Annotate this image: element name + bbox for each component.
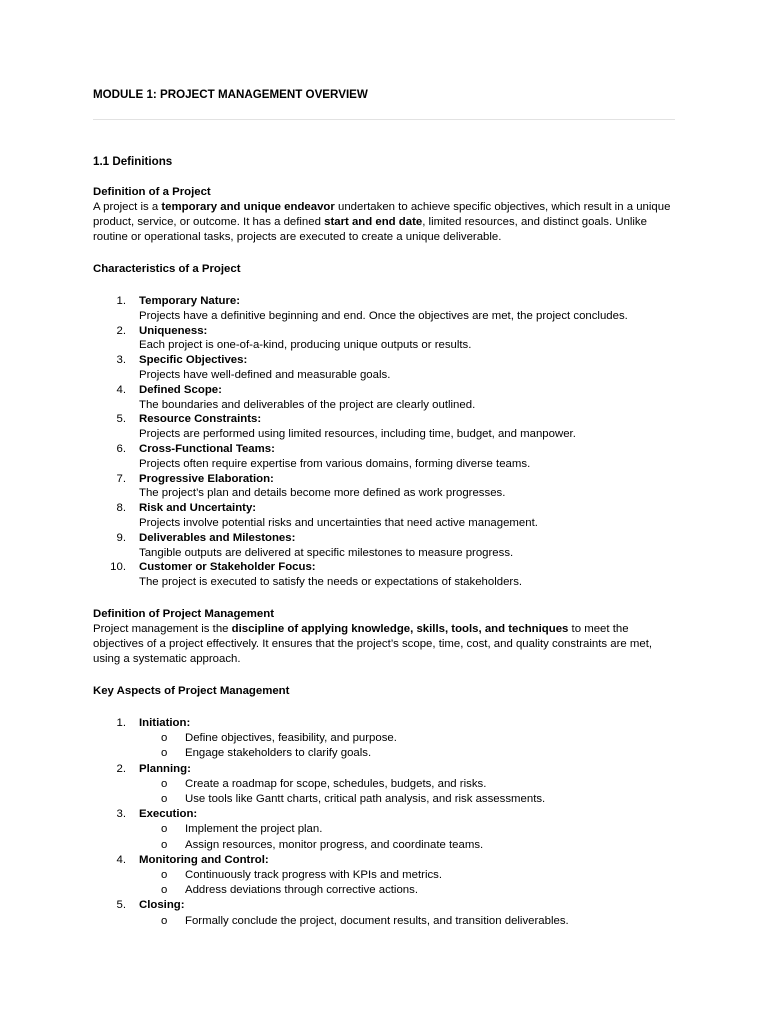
sub-item <box>139 868 675 883</box>
characteristics-list <box>93 294 675 590</box>
sub-list <box>139 914 675 929</box>
characteristic-item <box>93 472 675 502</box>
bullet-circle-icon: o <box>161 823 168 836</box>
bold-text: discipline of applying knowledge, skills, tools, and techniques <box>231 623 569 635</box>
key-aspect-title: Planning: <box>139 762 191 775</box>
list-number: 2. <box>116 762 126 775</box>
sub-list <box>139 777 675 807</box>
characteristic-item <box>93 383 675 413</box>
sub-list <box>139 731 675 761</box>
characteristic-title: Customer or Stakeholder Focus: <box>139 561 316 574</box>
bold-text: start and end date <box>324 216 423 228</box>
list-number: 1. <box>116 295 126 307</box>
characteristic-item <box>93 442 675 472</box>
characteristic-description: The project’s plan and details become more defined as work progresses. <box>139 487 506 500</box>
bullet-circle-icon: o <box>161 838 168 851</box>
key-aspect-item <box>93 853 675 899</box>
sub-item <box>139 914 675 929</box>
key-aspect-title: Closing: <box>139 899 185 912</box>
list-number: 4. <box>116 853 126 866</box>
sub-item-text: Use tools like Gantt charts, critical path analysis, and risk assessments. <box>185 793 546 806</box>
key-aspect-item <box>93 807 675 853</box>
key-aspect-item <box>93 716 675 762</box>
sub-item-text: Engage stakeholders to clarify goals. <box>185 747 372 760</box>
sub-item-text: Create a roadmap for scope, schedules, budgets, and risks. <box>185 777 487 790</box>
list-number: 9. <box>116 531 126 544</box>
pm-definition-heading: Definition of Project Management <box>93 608 274 620</box>
pm-definition-section <box>93 607 675 667</box>
sub-item-text: Implement the project plan. <box>185 823 323 836</box>
characteristic-item <box>93 560 675 590</box>
list-number: 5. <box>116 899 126 912</box>
characteristic-item <box>93 501 675 531</box>
bullet-circle-icon: o <box>161 793 168 806</box>
text: Project management is the <box>93 623 232 635</box>
key-aspect-title: Execution: <box>139 808 198 821</box>
list-number: 10. <box>110 561 126 574</box>
list-number: 5. <box>116 413 126 426</box>
list-number: 8. <box>116 502 126 515</box>
characteristic-title: Resource Constraints: <box>139 413 262 426</box>
bullet-circle-icon: o <box>161 884 168 897</box>
text: to meet the objectives of a project effectively. It ensures that the project’s scope, time, cost, and quality constraints are met, using a systematic approach. <box>93 623 653 665</box>
characteristic-item <box>93 353 675 383</box>
key-aspects-list <box>93 716 675 929</box>
sub-item <box>139 792 675 807</box>
characteristic-description: The boundaries and deliverables of the project are clearly outlined. <box>139 398 476 411</box>
project-definition-heading: Definition of a Project <box>93 186 211 198</box>
characteristic-title: Deliverables and Milestones: <box>139 531 296 544</box>
bold-text: temporary and unique endeavor <box>161 201 335 213</box>
sub-list <box>139 868 675 898</box>
key-aspects-section <box>93 684 675 699</box>
sub-item <box>139 777 675 792</box>
key-aspect-title: Initiation: <box>139 717 191 729</box>
bullet-circle-icon: o <box>161 869 168 882</box>
list-number: 3. <box>116 354 126 367</box>
characteristic-description: Projects involve potential risks and uncertainties that need active management. <box>139 516 538 529</box>
characteristic-description: Projects often require expertise from various domains, forming diverse teams. <box>139 457 531 470</box>
sub-item <box>139 883 675 898</box>
characteristic-title: Risk and Uncertainty: <box>139 502 257 515</box>
characteristic-item <box>93 412 675 442</box>
key-aspect-title: Monitoring and Control: <box>139 853 269 866</box>
pm-definition-paragraph <box>93 622 675 667</box>
sub-item <box>139 731 675 746</box>
key-aspect-item <box>93 898 675 928</box>
bullet-circle-icon: o <box>161 777 168 790</box>
bullet-circle-icon: o <box>161 914 168 927</box>
characteristic-description: Projects are performed using limited resources, including time, budget, and manpower. <box>139 428 576 441</box>
sub-item-text: Continuously track progress with KPIs and metrics. <box>185 869 443 882</box>
characteristics-heading: Characteristics of a Project <box>93 263 241 275</box>
characteristic-item <box>93 294 675 324</box>
text: , limited resources, and distinct goals. Unlike routine or operational tasks, projects are executed to create a unique deliverable. <box>93 216 647 243</box>
bullet-circle-icon: o <box>161 747 168 760</box>
characteristic-description: Projects have well-defined and measurable goals. <box>139 368 391 381</box>
list-number: 7. <box>116 472 126 485</box>
list-number: 2. <box>116 324 126 337</box>
key-aspect-item <box>93 762 675 808</box>
list-number: 3. <box>116 808 126 821</box>
sub-item-text: Assign resources, monitor progress, and coordinate teams. <box>185 838 484 851</box>
key-aspects-heading: Key Aspects of Project Management <box>93 685 290 697</box>
characteristic-title: Temporary Nature: <box>139 295 241 307</box>
sub-item-text: Address deviations through corrective actions. <box>185 884 418 897</box>
characteristic-description: Projects have a definitive beginning and end. Once the objectives are met, the project concludes. <box>139 309 628 322</box>
characteristics-section <box>93 262 675 277</box>
list-number: 4. <box>116 383 126 396</box>
characteristic-title: Cross-Functional Teams: <box>139 442 275 455</box>
characteristic-title: Uniqueness: <box>139 324 208 337</box>
key-aspects-list-container <box>93 716 675 929</box>
list-number: 1. <box>116 717 126 729</box>
list-number: 6. <box>116 442 126 455</box>
project-definition-section <box>93 185 675 245</box>
sub-item-text: Define objectives, feasibility, and purpose. <box>185 732 397 745</box>
project-definition-paragraph <box>93 200 675 245</box>
characteristics-list-container <box>93 294 675 590</box>
characteristic-description: The project is executed to satisfy the needs or expectations of stakeholders. <box>139 576 523 589</box>
characteristic-item <box>93 531 675 561</box>
section-title: 1.1 Definitions <box>93 155 173 168</box>
sub-item-text: Formally conclude the project, document results, and transition deliverables. <box>185 914 569 927</box>
bullet-circle-icon: o <box>161 732 168 745</box>
horizontal-divider <box>93 119 675 120</box>
text: A project is a <box>93 201 162 213</box>
sub-list <box>139 822 675 852</box>
characteristic-item <box>93 324 675 354</box>
text: undertaken to achieve specific objectives, which result in a unique product, service, or outcome. It has a defined <box>93 201 671 228</box>
sub-item <box>139 822 675 837</box>
module-title: MODULE 1: PROJECT MANAGEMENT OVERVIEW <box>93 88 368 101</box>
characteristic-title: Specific Objectives: <box>139 354 248 367</box>
sub-item <box>139 838 675 853</box>
characteristic-title: Defined Scope: <box>139 383 222 396</box>
characteristic-description: Each project is one-of-a-kind, producing unique outputs or results. <box>139 339 472 352</box>
sub-item <box>139 746 675 761</box>
characteristic-description: Tangible outputs are delivered at specific milestones to measure progress. <box>139 546 514 559</box>
characteristic-title: Progressive Elaboration: <box>139 472 274 485</box>
